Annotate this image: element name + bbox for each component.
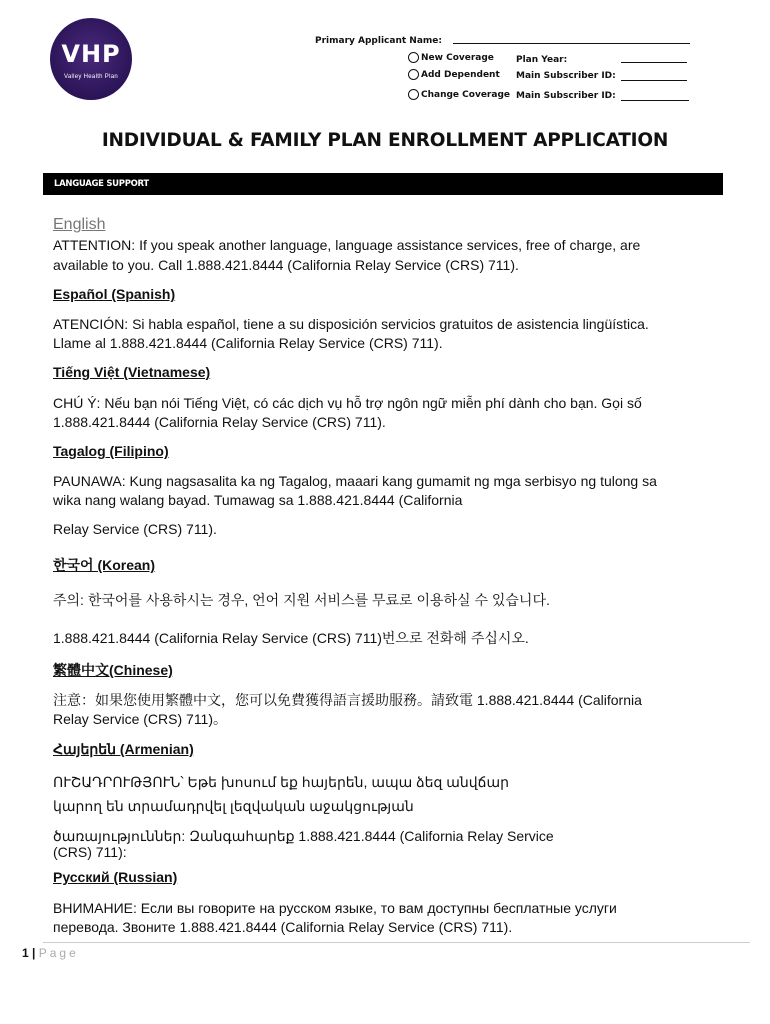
tagalog-text-1: PAUNAWA: Kung nagsasalita ka ng Tagalog, maaari kang gumamit ng mga serbisyo ng tulong sa — [53, 473, 657, 489]
plan-year-label: Plan Year: — [516, 55, 568, 65]
english-heading: English — [53, 216, 106, 233]
english-text-2: available to you. Call 1.888.421.8444 (California Relay Service (CRS) 711). — [53, 257, 519, 273]
tagalog-heading: Tagalog (Filipino) — [53, 443, 169, 459]
logo-subtext: Valley Health Plan — [64, 74, 118, 80]
section-bar — [43, 173, 723, 195]
spanish-text-2: Llame al 1.888.421.8444 (California Relay Service (CRS) 711). — [53, 335, 443, 351]
plan-year-field[interactable] — [621, 62, 687, 63]
russian-text-2: перевода. Звоните 1.888.421.8444 (California Relay Service (CRS) 711). — [53, 919, 513, 935]
main-subscriber-id-label: Main Subscriber ID: — [516, 71, 616, 81]
vietnamese-text-1: CHÚ Ý: Nếu bạn nói Tiếng Việt, có các dịch vụ hỗ trợ ngôn ngữ miễn phí dành cho bạn. Gọi số — [53, 395, 642, 411]
primary-applicant-label: Primary Applicant Name: — [315, 36, 442, 46]
new-coverage-option[interactable] — [408, 52, 494, 63]
page-footer — [22, 946, 79, 960]
radio-circle-icon[interactable] — [408, 69, 419, 80]
page-number: 1 — [22, 946, 29, 960]
option-label: Add Dependent — [421, 70, 500, 80]
armenian-heading: Հայերեն (Armenian) — [53, 741, 194, 757]
vietnamese-text-2: 1.888.421.8444 (California Relay Service (CRS) 711). — [53, 414, 386, 430]
armenian-text-2: կարող են տրամադրվել լեզվական աջակցության — [53, 798, 414, 814]
tagalog-text-3: Relay Service (CRS) 711). — [53, 521, 217, 537]
radio-circle-icon[interactable] — [408, 89, 419, 100]
change-coverage-option[interactable] — [408, 89, 510, 100]
primary-applicant-field[interactable] — [453, 43, 690, 44]
russian-heading: Русский (Russian) — [53, 869, 178, 885]
armenian-text-1: ՈՒՇԱԴՐՈՒԹՅՈՒՆ՝ Եթե խոսում եք հայերեն, ապա ձեզ անվճար — [53, 774, 509, 790]
vhp-logo — [50, 18, 132, 100]
add-dependent-option[interactable] — [408, 69, 500, 80]
spanish-heading: Español (Spanish) — [53, 286, 176, 302]
chinese-text-1: 注意：如果您使用繁體中文，您可以免費獲得語言援助服務。請致電 1.888.421.8444 (California — [53, 692, 642, 708]
main-subscriber-id-field-2[interactable] — [621, 100, 689, 101]
option-label: New Coverage — [421, 53, 494, 63]
page-label: Page — [38, 946, 79, 960]
chinese-heading: 繁體中文(Chinese) — [53, 662, 173, 678]
section-bar-label: LANGUAGE SUPPORT — [54, 179, 149, 189]
footer-rule — [43, 942, 750, 943]
korean-text-1: 주의: 한국어를 사용하시는 경우, 언어 지원 서비스를 무료로 이용하실 수 있습니다. — [53, 592, 550, 608]
armenian-text-4: (CRS) 711): — [53, 844, 127, 860]
radio-circle-icon[interactable] — [408, 52, 419, 63]
korean-text-2: 1.888.421.8444 (California Relay Service (CRS) 711)번으로 전화해 주십시오. — [53, 630, 529, 646]
logo-mark: VHP — [61, 40, 121, 68]
main-subscriber-id-field[interactable] — [621, 80, 687, 81]
tagalog-text-2: wika nang walang bayad. Tumawag sa 1.888.421.8444 (California — [53, 492, 463, 508]
armenian-text-3: ծառայություններ: Զանգահարեք 1.888.421.8444 (California Relay Service — [53, 828, 554, 844]
korean-heading: 한국어 (Korean) — [53, 557, 156, 573]
english-text-1: ATTENTION: If you speak another language, language assistance services, free of charge, are — [53, 237, 641, 253]
vietnamese-heading: Tiếng Việt (Vietnamese) — [53, 364, 211, 380]
page-separator: | — [32, 946, 36, 960]
option-label: Change Coverage — [421, 90, 510, 100]
main-subscriber-id-label-2: Main Subscriber ID: — [516, 91, 616, 101]
spanish-text-1: ATENCIÓN: Si habla español, tiene a su disposición servicios gratuitos de asistencia lingüística. — [53, 316, 649, 332]
page-title: INDIVIDUAL & FAMILY PLAN ENROLLMENT APPLICATION — [101, 130, 669, 151]
russian-text-1: ВНИМАНИЕ: Если вы говорите на русском языке, то вам доступны бесплатные услуги — [53, 900, 617, 916]
chinese-text-2: Relay Service (CRS) 711)。 — [53, 711, 228, 727]
